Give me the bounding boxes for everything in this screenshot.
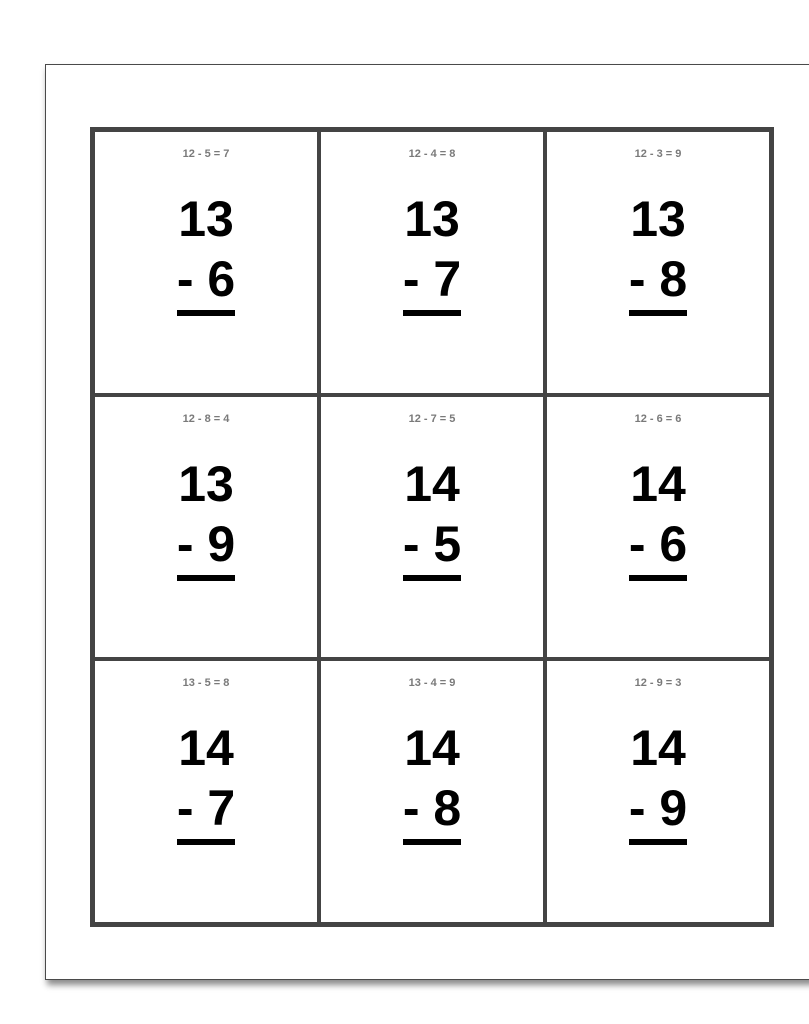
- flashcard: [95, 661, 317, 922]
- subtrahend: - 7: [176, 780, 236, 837]
- equals-bar: [629, 310, 687, 316]
- equals-bar: [403, 575, 461, 581]
- subtrahend: - 9: [176, 515, 236, 572]
- equals-bar: [629, 575, 687, 581]
- equals-bar: [403, 839, 461, 845]
- equals-bar: [177, 839, 235, 845]
- subtrahend: - 8: [402, 780, 462, 837]
- answer-hint: 12 - 5 = 7: [182, 148, 230, 160]
- minuend: 14: [404, 455, 460, 512]
- minuend: 14: [630, 720, 686, 777]
- minuend: 13: [178, 191, 234, 247]
- equals-bar: [403, 310, 461, 316]
- minuend: 14: [404, 720, 460, 777]
- flashcard: [547, 661, 769, 922]
- flashcard: [547, 132, 769, 393]
- subtrahend: - 6: [628, 515, 688, 572]
- flashcard: [95, 397, 317, 658]
- equals-bar: [629, 839, 687, 845]
- answer-hint: 12 - 8 = 4: [182, 412, 230, 425]
- answer-hint: 12 - 6 = 6: [634, 412, 682, 425]
- minuend: 13: [404, 191, 460, 247]
- equals-bar: [177, 310, 235, 316]
- minuend: 14: [178, 720, 234, 777]
- flashcard: [547, 397, 769, 658]
- minuend: 14: [630, 455, 686, 512]
- minuend: 13: [630, 191, 686, 247]
- answer-hint: 12 - 4 = 8: [408, 148, 456, 160]
- flashcard-page: [45, 64, 809, 980]
- flashcard: [321, 661, 543, 922]
- answer-hint: 12 - 9 = 3: [634, 677, 682, 690]
- flashcard: [321, 397, 543, 658]
- subtrahend: - 8: [628, 251, 688, 307]
- answer-hint: 13 - 4 = 9: [408, 677, 456, 690]
- subtrahend: - 9: [628, 780, 688, 837]
- answer-hint: 12 - 3 = 9: [634, 148, 682, 160]
- flashcard-grid: [90, 127, 774, 927]
- minuend: 13: [178, 455, 234, 512]
- subtrahend: - 6: [176, 251, 236, 307]
- answer-hint: 13 - 5 = 8: [182, 677, 230, 690]
- subtrahend: - 7: [402, 251, 462, 307]
- flashcard: [321, 132, 543, 393]
- flashcard: [95, 132, 317, 393]
- answer-hint: 12 - 7 = 5: [408, 412, 456, 425]
- subtrahend: - 5: [402, 515, 462, 572]
- equals-bar: [177, 575, 235, 581]
